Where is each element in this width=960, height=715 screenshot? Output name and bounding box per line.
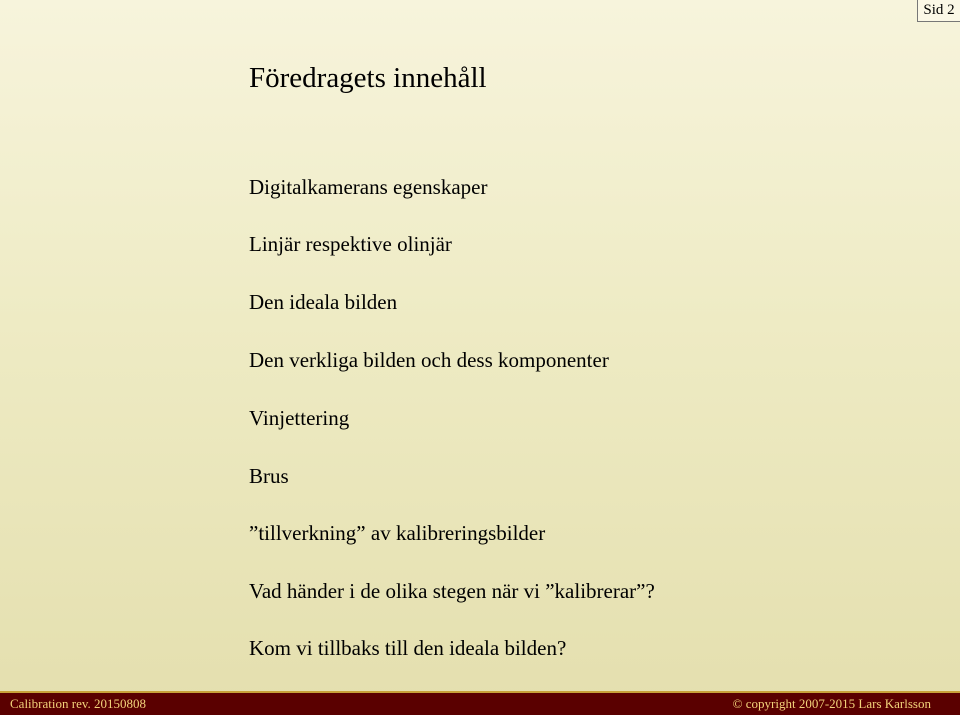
- agenda-item-7: ”tillverkning” av kalibreringsbilder: [249, 521, 546, 545]
- agenda-item-1: Digitalkamerans egenskaper: [249, 175, 488, 199]
- page-number: Sid 2: [917, 0, 960, 22]
- footer-bar: [0, 691, 960, 715]
- agenda-item-8: Vad händer i de olika stegen när vi ”kalibrerar”?: [249, 579, 655, 603]
- agenda-item-9: Kom vi tillbaks till den ideala bilden?: [249, 636, 567, 660]
- agenda-item-6: Brus: [249, 464, 289, 488]
- agenda-item-2: Linjär respektive olinjär: [249, 232, 452, 256]
- agenda-item-4: Den verkliga bilden och dess komponenter: [249, 348, 609, 372]
- slide-title: Föredragets innehåll: [249, 62, 487, 94]
- agenda-item-3: Den ideala bilden: [249, 290, 398, 314]
- footer-copyright: © copyright 2007-2015 Lars Karlsson: [732, 696, 931, 711]
- footer-revision: Calibration rev. 20150808: [10, 696, 146, 711]
- agenda-item-5: Vinjettering: [249, 406, 350, 430]
